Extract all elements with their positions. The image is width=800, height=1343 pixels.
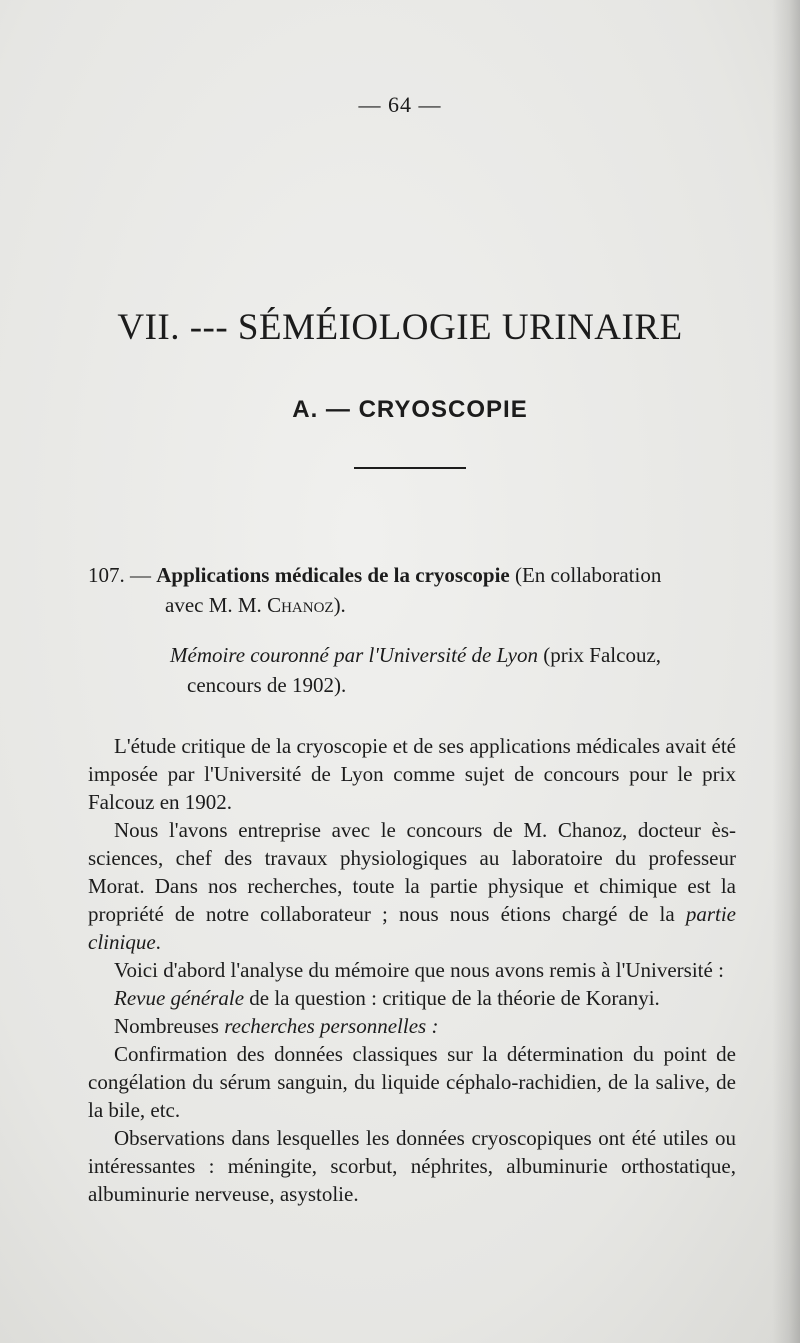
- paragraph-2-italic: partie clinique: [88, 902, 737, 954]
- award-italic: Mémoire couronné par l'Université de Lyon: [170, 643, 538, 667]
- page-edge-shadow: [772, 0, 800, 1343]
- paragraph-4-text: de la question : critique de la théorie de Koranyi.: [249, 986, 660, 1010]
- body-text: [88, 732, 736, 1208]
- paragraph-5-text: Nombreuses: [114, 1014, 219, 1038]
- chapter-title: VII. --- SÉMÉIOLOGIE URINAIRE: [117, 307, 683, 348]
- award-note: [170, 640, 740, 700]
- paragraph-2: [88, 816, 736, 956]
- paragraph-2-text: Nous l'avons entreprise avec le concours de M. Chanoz, docteur ès-sciences, chef des travaux physiologiques au laboratoire du professeur Morat. Dans nos recherches, toute la partie physique et chimique est la propriété de notre collaborateur ; nous nous étions chargé de la: [88, 818, 736, 926]
- page-number: — 64 —: [358, 92, 442, 117]
- bibliography-entry: [88, 560, 736, 620]
- paragraph-7: Observations dans lesquelles les données cryoscopiques ont été utiles ou intéressantes : méningite, scorbut, néphrites, albuminurie orthostatique, albuminurie nerveuse, asystolie.: [88, 1126, 736, 1206]
- paragraph-4: [88, 984, 736, 1012]
- award-rest: (prix Falcouz,: [543, 643, 662, 667]
- paragraph-2-end: .: [155, 930, 161, 954]
- section-divider: [354, 467, 466, 469]
- paragraph-5-italic: recherches personnelles :: [224, 1014, 439, 1038]
- paragraph-4-italic: Revue générale: [114, 986, 245, 1010]
- paragraph-6: Confirmation des données classiques sur la détermination du point de congélation du sérum sanguin, du liquide céphalo-rachidien, de la salive, de la bile, etc.: [88, 1042, 736, 1122]
- paragraph-1: L'étude critique de la cryoscopie et de ses applications médicales avait été imposée par l'Université de Lyon comme sujet de concours pour le prix Falcouz en 1902.: [88, 734, 736, 814]
- entry-author: Chanoz: [267, 593, 334, 617]
- award-line-2: cencours de 1902).: [187, 673, 347, 697]
- entry-collaboration: (En collaboration: [514, 563, 662, 587]
- entry-title: Applications médicales de la cryoscopie: [156, 563, 510, 587]
- paragraph-3: Voici d'abord l'analyse du mémoire que nous avons remis à l'Université :: [114, 958, 724, 982]
- section-title: A. — CRYOSCOPIE: [292, 396, 528, 423]
- entry-collab-start: avec M. M.: [165, 593, 262, 617]
- entry-line-2: [88, 590, 736, 620]
- entry-collab-end: ).: [333, 593, 346, 617]
- entry-line-1: [88, 560, 736, 590]
- entry-number: 107. —: [88, 563, 151, 587]
- award-line-1: [170, 640, 740, 670]
- paragraph-5: [88, 1012, 736, 1040]
